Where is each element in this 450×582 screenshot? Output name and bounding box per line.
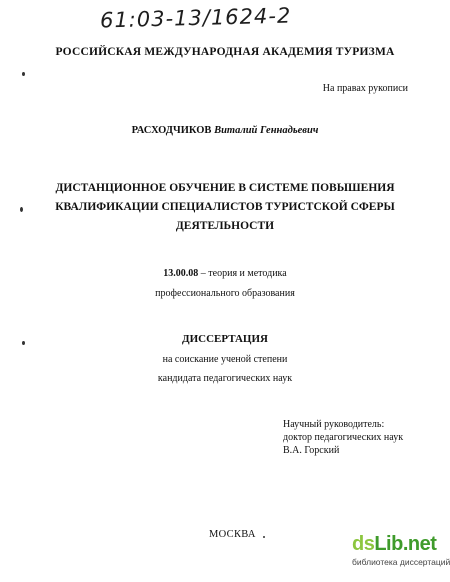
- degree-sought: [0, 350, 450, 388]
- degree-line-1: на соискание ученой степени: [162, 354, 288, 365]
- title-line: ДИСТАНЦИОННОЕ ОБУЧЕНИЕ В СИСТЕМЕ ПОВЫШЕНИЯ: [55, 182, 395, 194]
- scan-speck: [263, 536, 265, 538]
- city: МОСКВА: [209, 529, 256, 540]
- watermark-logo: [352, 533, 448, 556]
- academy-name: РОССИЙСКАЯ МЕЖДУНАРОДНАЯ АКАДЕМИЯ ТУРИЗМА: [55, 46, 395, 58]
- scan-speck: [20, 207, 23, 212]
- specialty: [0, 264, 450, 304]
- degree-line-2: кандидата педагогических наук: [157, 373, 293, 384]
- title-line: КВАЛИФИКАЦИИ СПЕЦИАЛИСТОВ ТУРИСТСКОЙ СФЕРЫ: [55, 201, 395, 213]
- watermark-logo-ds: ds: [352, 533, 375, 555]
- dissertation-title: [50, 179, 400, 236]
- supervisor-role: Научный руководитель:: [283, 419, 385, 430]
- rights-note: На правах рукописи: [322, 83, 408, 94]
- specialty-name-part: – теория и методика: [198, 268, 287, 279]
- title-line: ДЕЯТЕЛЬНОСТИ: [175, 220, 275, 232]
- supervisor-block: [283, 418, 403, 457]
- specialty-line-1: [0, 264, 450, 284]
- author-surname: РАСХОДЧИКОВ: [131, 125, 212, 136]
- supervisor-degree: доктор педагогических наук: [283, 432, 404, 443]
- work-type: ДИССЕРТАЦИЯ: [182, 333, 268, 345]
- scan-speck: [22, 72, 25, 76]
- specialty-code: 13.00.08: [163, 268, 199, 279]
- archive-code: 61:03-13/1624-2: [99, 3, 292, 33]
- author-name: [0, 125, 450, 136]
- supervisor-name: В.А. Горский: [283, 445, 340, 456]
- author-given-names: Виталий Геннадьевич: [214, 125, 319, 136]
- specialty-line-2: профессионального образования: [155, 288, 295, 299]
- watermark-logo-rest: Lib.net: [374, 533, 437, 555]
- scan-speck: [22, 341, 25, 345]
- watermark-subtitle: библиотека диссертаций: [352, 557, 450, 567]
- dslib-watermark[interactable]: [352, 533, 448, 567]
